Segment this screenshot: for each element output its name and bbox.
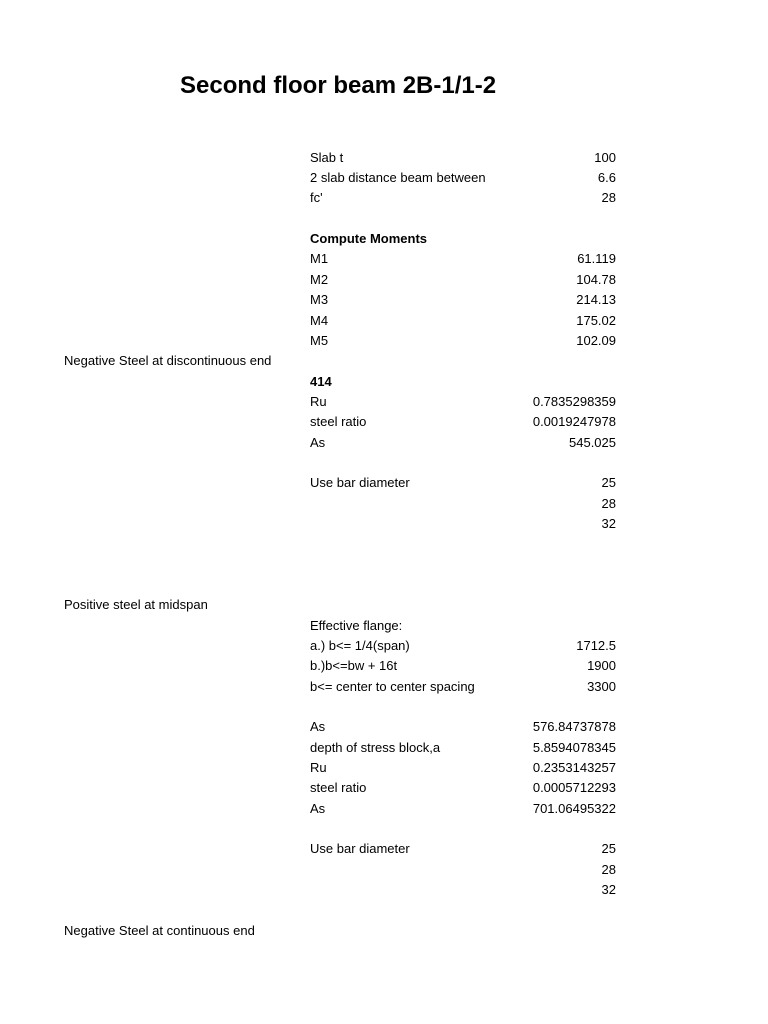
moments-heading: Compute Moments [310, 231, 427, 246]
param-label-slab-distance: 2 slab distance beam between [310, 170, 486, 185]
param-label-fc: fc' [310, 190, 323, 205]
neg-discontinuous-value-as: 545.025 [569, 435, 616, 450]
pos-midspan-label-depth: depth of stress block,a [310, 740, 441, 755]
param-value-fc: 28 [601, 190, 616, 205]
moment-value-m2: 104.78 [576, 272, 616, 287]
param-value-slab-thickness: 100 [594, 150, 616, 165]
neg-discontinuous-value-steel-ratio: 0.0019247978 [532, 414, 616, 429]
page-title: Second floor beam 2B-1/1-2 [180, 72, 497, 99]
neg-discontinuous-label-as: As [310, 435, 326, 450]
moment-value-m4: 175.02 [576, 313, 616, 328]
neg-discontinuous-bar-label: Use bar diameter [310, 475, 410, 490]
moment-value-m1: 61.119 [577, 251, 616, 266]
pos-midspan-value-steel-ratio: 0.0005712293 [532, 780, 616, 795]
pos-midspan-value-depth: 5.8594078345 [532, 740, 616, 755]
flange-label-b: b.)b<=bw + 16t [310, 658, 398, 673]
neg-discontinuous-heading: Negative Steel at discontinuous end [64, 353, 272, 368]
neg-discontinuous-fy: 414 [310, 374, 332, 389]
flange-label-a: a.) b<= 1/4(span) [310, 638, 410, 653]
pos-midspan-heading: Positive steel at midspan [64, 597, 208, 612]
moment-value-m5: 102.09 [576, 333, 616, 348]
pos-midspan-label-as-1: As [310, 719, 326, 734]
param-value-slab-distance: 6.6 [597, 170, 616, 185]
neg-discontinuous-label-steel-ratio: steel ratio [310, 414, 367, 429]
flange-label-c: b<= center to center spacing [310, 679, 475, 694]
pos-midspan-value-ru: 0.2353143257 [532, 760, 616, 775]
flange-value-a: 1712.5 [576, 638, 616, 653]
param-label-slab-thickness: Slab t [310, 150, 344, 165]
pos-midspan-bar-28: 28 [601, 862, 616, 877]
neg-discontinuous-value-ru: 0.7835298359 [532, 394, 616, 409]
neg-discontinuous-label-ru: Ru [310, 394, 327, 409]
pos-midspan-label-steel-ratio: steel ratio [310, 780, 367, 795]
moment-label-m3: M3 [310, 292, 329, 307]
moment-label-m2: M2 [310, 272, 329, 287]
pos-midspan-value-as-2: 701.06495322 [532, 801, 616, 816]
flange-value-c: 3300 [587, 679, 616, 694]
neg-discontinuous-bar-32: 32 [601, 516, 616, 531]
effective-flange-heading: Effective flange: [310, 618, 403, 633]
moment-value-m3: 214.13 [576, 292, 616, 307]
pos-midspan-label-ru: Ru [310, 760, 327, 775]
flange-value-b: 1900 [587, 658, 616, 673]
pos-midspan-bar-25: 25 [601, 841, 616, 856]
moment-label-m1: M1 [310, 251, 329, 266]
pos-midspan-value-as-1: 576.84737878 [532, 719, 616, 734]
pos-midspan-label-as-2: As [310, 801, 326, 816]
neg-continuous-heading: Negative Steel at continuous end [64, 923, 255, 938]
neg-discontinuous-bar-28: 28 [601, 496, 616, 511]
neg-discontinuous-bar-25: 25 [601, 475, 616, 490]
pos-midspan-bar-label: Use bar diameter [310, 841, 410, 856]
moment-label-m4: M4 [310, 313, 329, 328]
pos-midspan-bar-32: 32 [601, 882, 616, 897]
moment-label-m5: M5 [310, 333, 329, 348]
